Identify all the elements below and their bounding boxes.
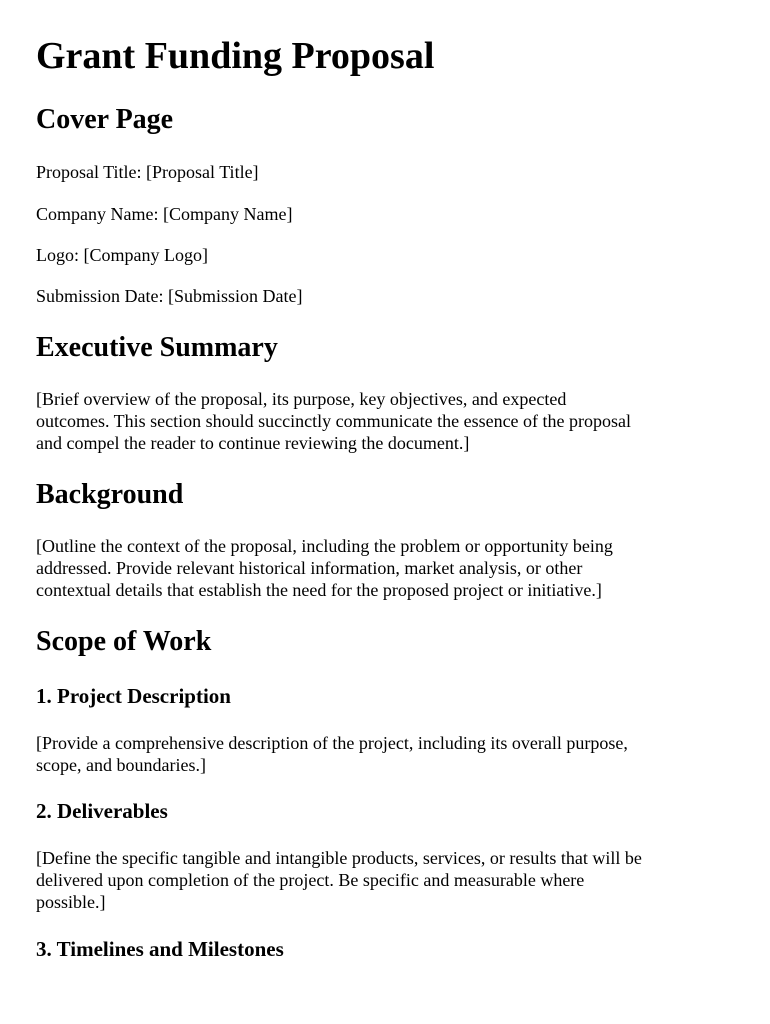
deliverables-heading: 2. Deliverables [36,799,168,823]
text-line: [Outline the context of the proposal, including the problem or opportunity being [36,536,613,556]
background-heading: Background [36,479,184,510]
document-title: Grant Funding Proposal [36,35,435,77]
executive-summary-heading: Executive Summary [36,332,278,363]
text-line: [Define the specific tangible and intangible products, services, or results that will be [36,848,642,868]
proposal-title-field: Proposal Title: [Proposal Title] [36,162,259,182]
text-line: possible.] [36,892,106,912]
text-line: and compel the reader to continue reviewing the document.] [36,433,470,453]
text-line: [Brief overview of the proposal, its purpose, key objectives, and expected [36,389,567,409]
text-line: outcomes. This section should succinctly communicate the essence of the proposal [36,411,632,431]
text-line: scope, and boundaries.] [36,755,206,775]
timelines-heading: 3. Timelines and Milestones [36,937,284,961]
logo-field: Logo: [Company Logo] [36,245,208,265]
scope-of-work-heading: Scope of Work [36,626,212,657]
project-description-text [36,732,736,776]
background-text [36,535,736,601]
project-description-heading: 1. Project Description [36,684,231,708]
text-line: [Provide a comprehensive description of the project, including its overall purpose, [36,733,628,753]
text-line: addressed. Provide relevant historical information, market analysis, or other [36,558,583,578]
text-line: delivered upon completion of the project. Be specific and measurable where [36,870,585,890]
cover-page-heading: Cover Page [36,104,174,135]
deliverables-text [36,847,736,913]
executive-summary-text [36,388,736,454]
text-line: contextual details that establish the need for the proposed project or initiative.] [36,580,602,600]
submission-date-field: Submission Date: [Submission Date] [36,286,303,306]
company-name-field: Company Name: [Company Name] [36,204,293,224]
